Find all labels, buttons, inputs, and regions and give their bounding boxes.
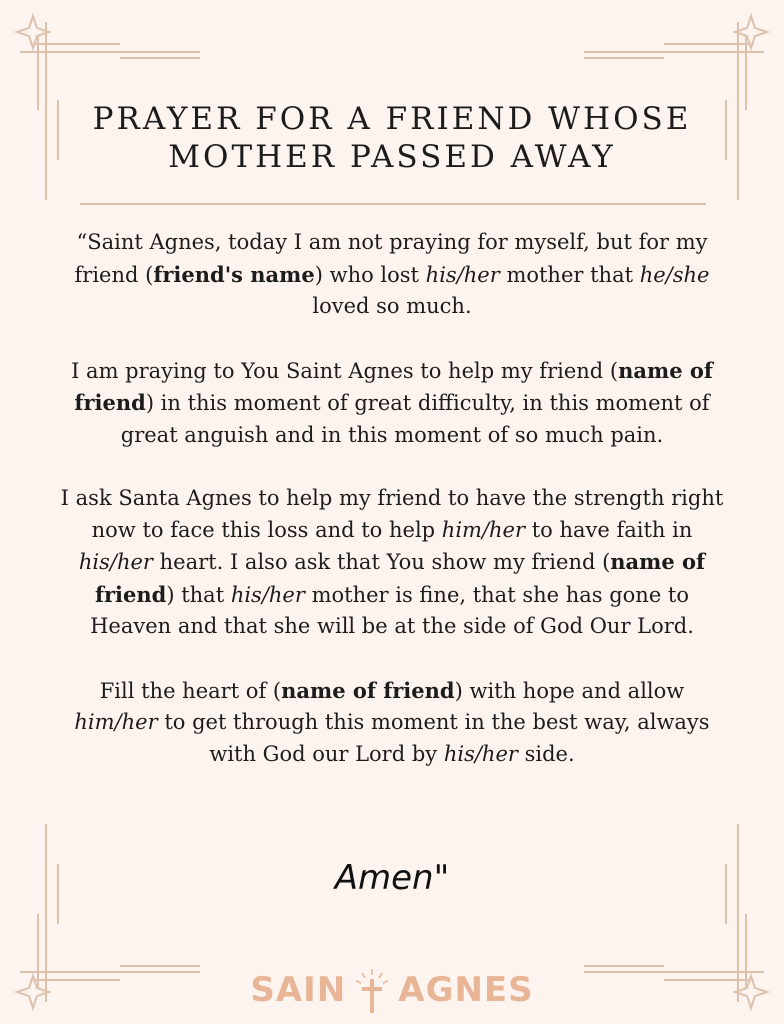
logo-text-left: SAIN bbox=[250, 970, 347, 1010]
title-line-1: PRAYER FOR A FRIEND WHOSE bbox=[92, 101, 692, 137]
star-icon bbox=[735, 16, 767, 48]
text: ) with hope and allow bbox=[454, 678, 685, 703]
pronoun: his/her bbox=[443, 741, 518, 766]
page-title bbox=[60, 100, 724, 176]
closing-amen: Amen" bbox=[334, 858, 450, 898]
title-line-2: MOTHER PASSED AWAY bbox=[168, 139, 616, 175]
pronoun: his/her bbox=[78, 550, 153, 574]
paragraph-4 bbox=[56, 675, 728, 771]
pronoun: him/her bbox=[441, 517, 526, 542]
text: loved so much. bbox=[312, 294, 472, 318]
placeholder-name: name of friend bbox=[74, 357, 713, 415]
text: ) who lost bbox=[314, 262, 426, 287]
text: to have faith in bbox=[525, 517, 693, 542]
text: side. bbox=[517, 741, 575, 766]
paragraph-3 bbox=[56, 483, 728, 643]
paragraph-1 bbox=[56, 227, 728, 323]
paragraph-2 bbox=[56, 355, 728, 452]
logo-text-right: AGNES bbox=[398, 970, 534, 1010]
pronoun: him/her bbox=[74, 710, 158, 734]
text: I am praying to You Saint Agnes to help my friend ( bbox=[71, 358, 619, 383]
text: mother that bbox=[499, 262, 640, 287]
text: “Saint Agnes, today I am not praying for myself, but for my friend ( bbox=[74, 230, 708, 287]
placeholder-name: name of friend bbox=[281, 677, 455, 703]
text: ) that bbox=[166, 582, 231, 607]
text: Fill the heart of ( bbox=[99, 678, 282, 703]
placeholder-name: name of friend bbox=[94, 549, 706, 607]
text: mother is fine, that she has gone to Heaven and that she will be at the side of God Our Lord. bbox=[90, 582, 694, 638]
placeholder-name: friend's name bbox=[153, 261, 315, 287]
pronoun: his/her bbox=[425, 262, 500, 287]
text: to get through this moment in the best way, always with God our Lord by bbox=[157, 710, 710, 766]
text: ) in this moment of great difficulty, in this moment of great anguish and in this moment of so much pain. bbox=[120, 391, 710, 447]
pronoun: he/she bbox=[639, 262, 710, 287]
pronoun: his/her bbox=[230, 582, 305, 607]
text: I ask Santa Agnes to help my friend to have the strength right now to face this loss and to help bbox=[60, 486, 724, 542]
title-divider bbox=[80, 203, 706, 205]
saint-agnes-logo bbox=[0, 965, 784, 1015]
prayer-body bbox=[56, 227, 728, 802]
text: heart. I also ask that You show my friend ( bbox=[152, 550, 611, 574]
star-icon bbox=[17, 16, 49, 48]
cross-icon bbox=[350, 965, 394, 1015]
